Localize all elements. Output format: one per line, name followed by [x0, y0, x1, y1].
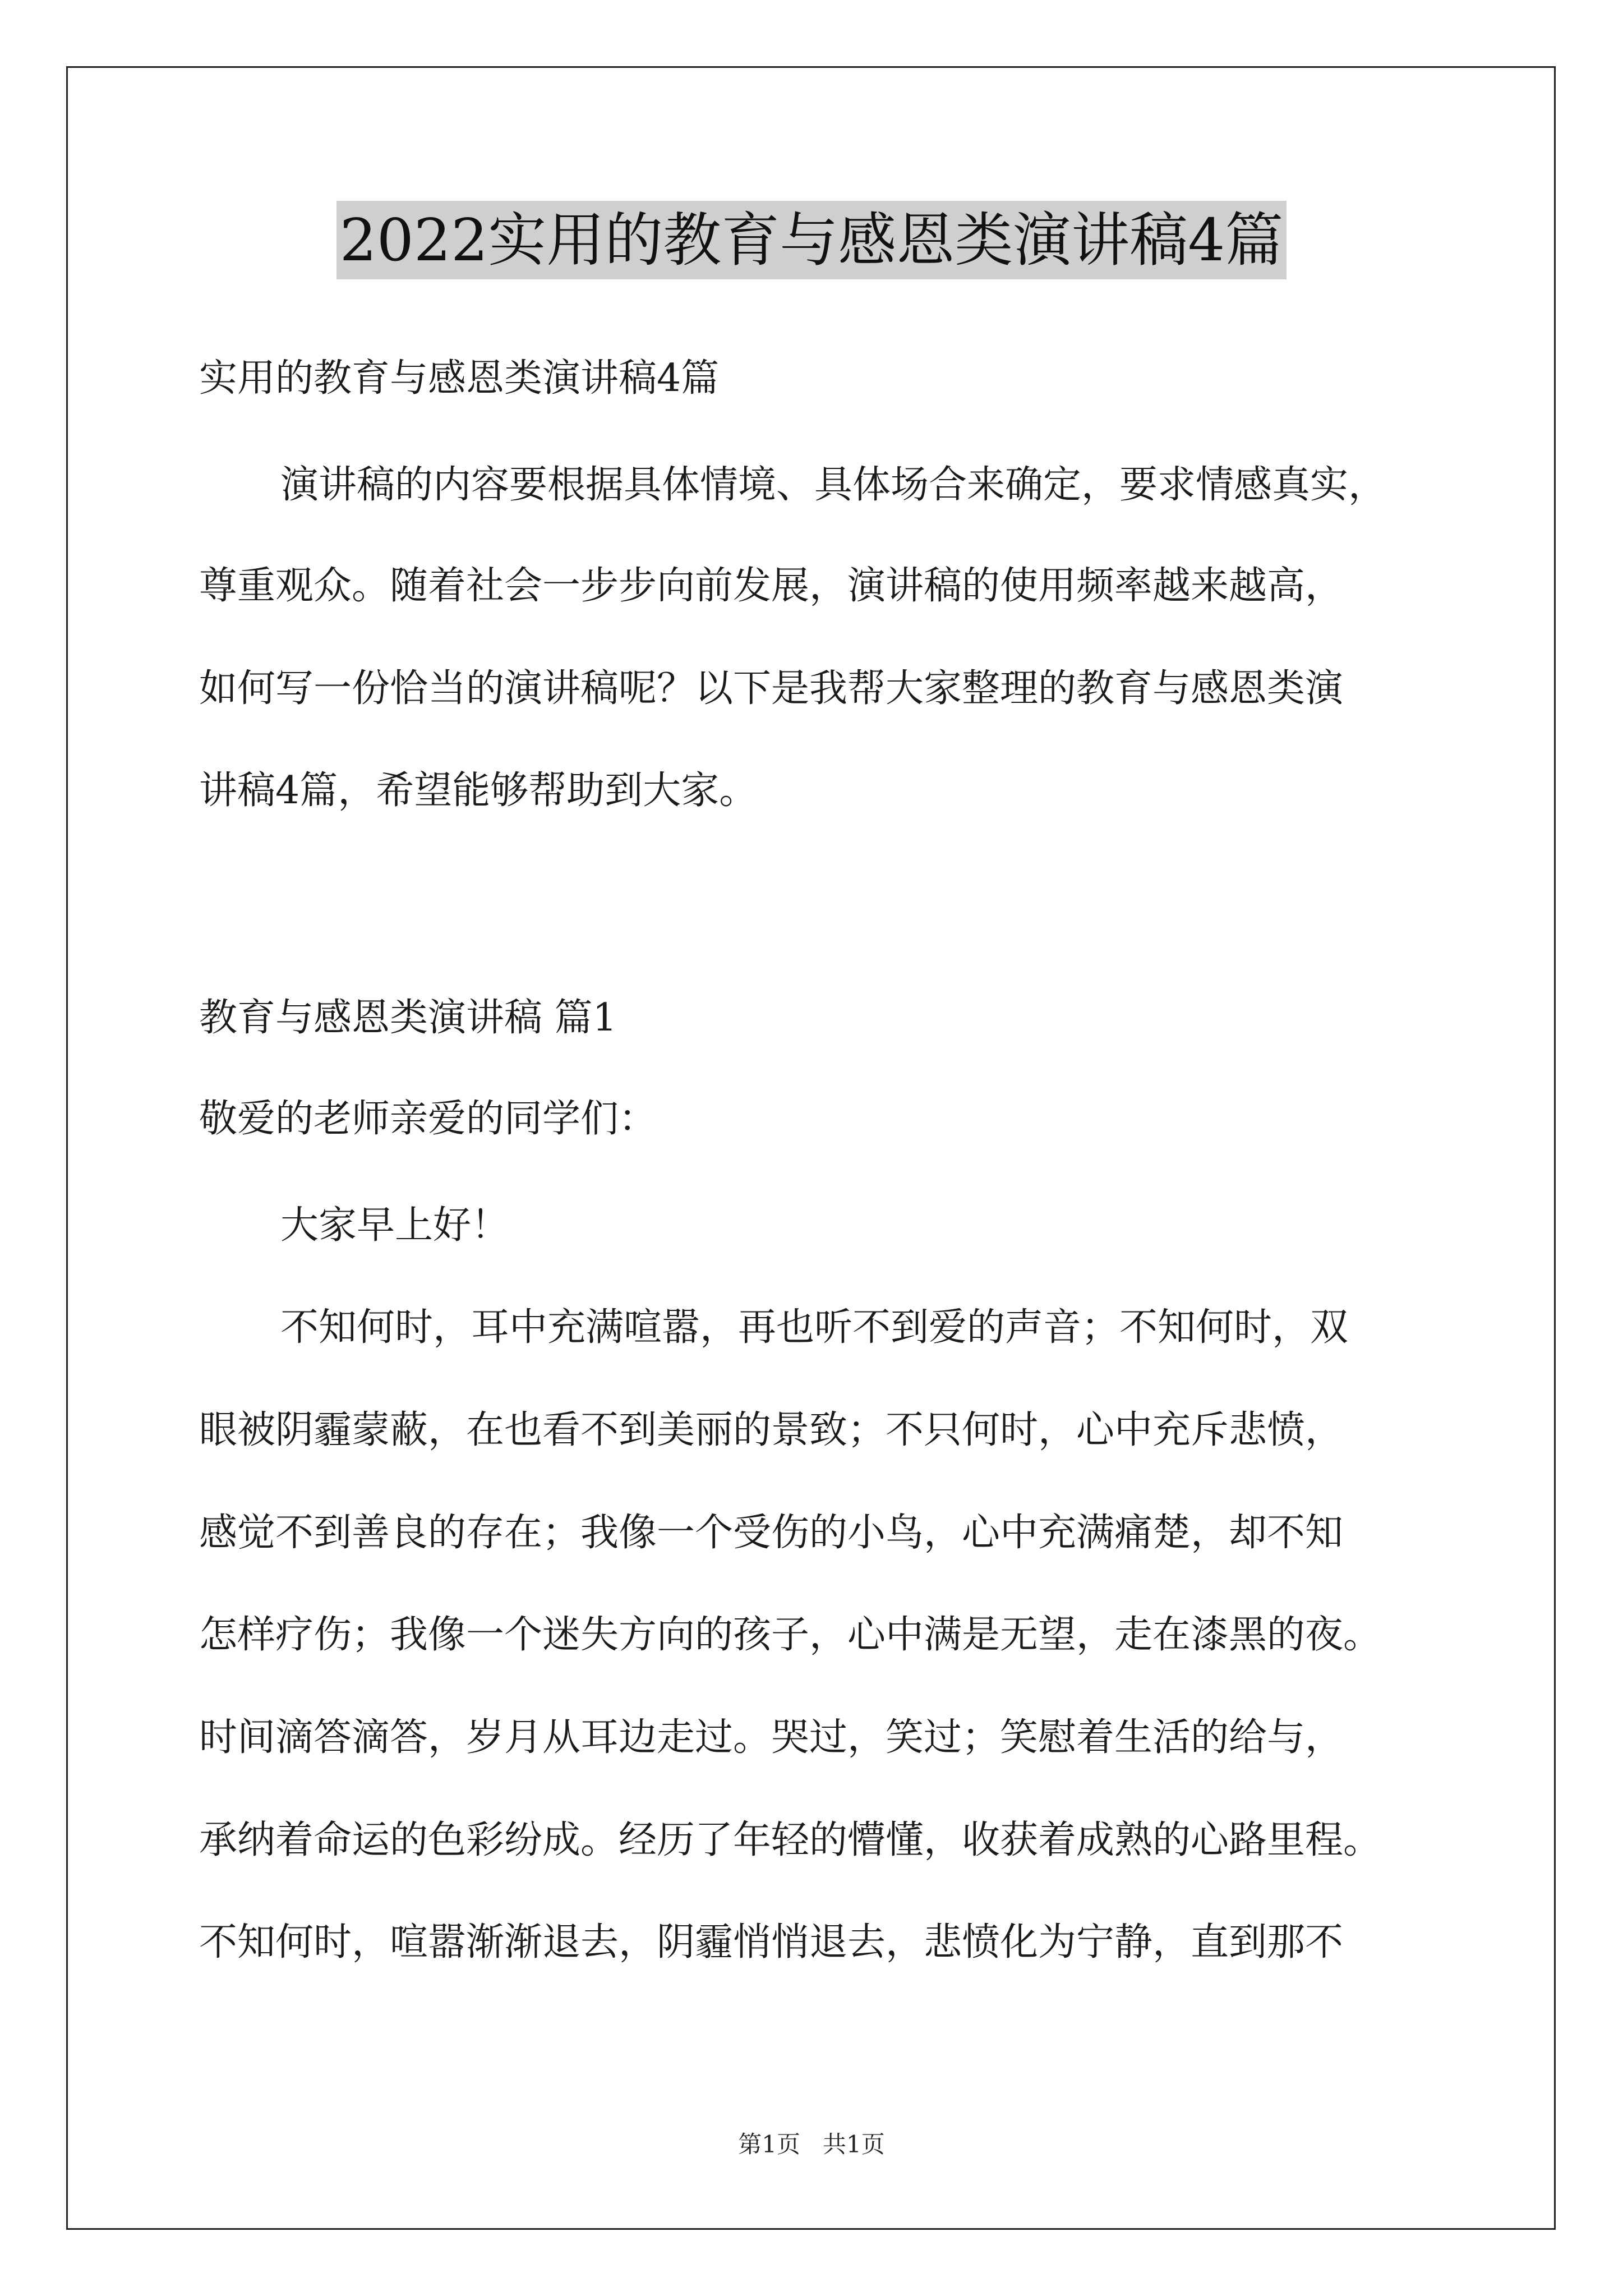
body-line: 感觉不到善良的存在；我像一个受伤的小鸟，心中充满痛楚，却不知	[199, 1511, 1344, 1555]
body-line: 眼被阴霾蒙蔽，在也看不到美丽的景致；不只何时，心中充斥悲愤，	[199, 1408, 1344, 1452]
body-line: 承纳着命运的色彩纷成。经历了年轻的懵懂，收获着成熟的心路里程。	[199, 1818, 1382, 1862]
body-line: 不知何时，耳中充满喧嚣，再也听不到爱的声音；不知何时，双	[280, 1305, 1349, 1350]
intro-line: 尊重观众。随着社会一步步向前发展，演讲稿的使用频率越来越高，	[199, 564, 1344, 608]
greeting: 大家早上好！	[280, 1203, 510, 1248]
intro-line: 如何写一份恰当的演讲稿呢？以下是我帮大家整理的教育与感恩类演	[199, 666, 1344, 711]
intro-line: 演讲稿的内容要根据具体情境、具体场合来确定，要求情感真实，	[280, 463, 1387, 507]
document-subtitle: 实用的教育与感恩类演讲稿4篇	[199, 356, 720, 401]
body-line: 不知何时，喧嚣渐渐退去，阴霾悄悄退去，悲愤化为宁静，直到那不	[199, 1920, 1344, 1964]
intro-line: 讲稿4篇，希望能够帮助到大家。	[199, 769, 758, 813]
title-container	[0, 201, 1623, 279]
page-footer: 第1页 共1页	[738, 2131, 885, 2158]
body-line: 时间滴答滴答，岁月从耳边走过。哭过，笑过；笑慰着生活的给与，	[199, 1715, 1344, 1760]
section-heading: 教育与感恩类演讲稿 篇1	[199, 996, 617, 1040]
document-title: 2022实用的教育与感恩类演讲稿4篇	[336, 201, 1287, 279]
salutation: 敬爱的老师亲爱的同学们：	[199, 1097, 657, 1141]
body-line: 怎样疗伤；我像一个迷失方向的孩子，心中满是无望，走在漆黑的夜。	[199, 1613, 1382, 1657]
